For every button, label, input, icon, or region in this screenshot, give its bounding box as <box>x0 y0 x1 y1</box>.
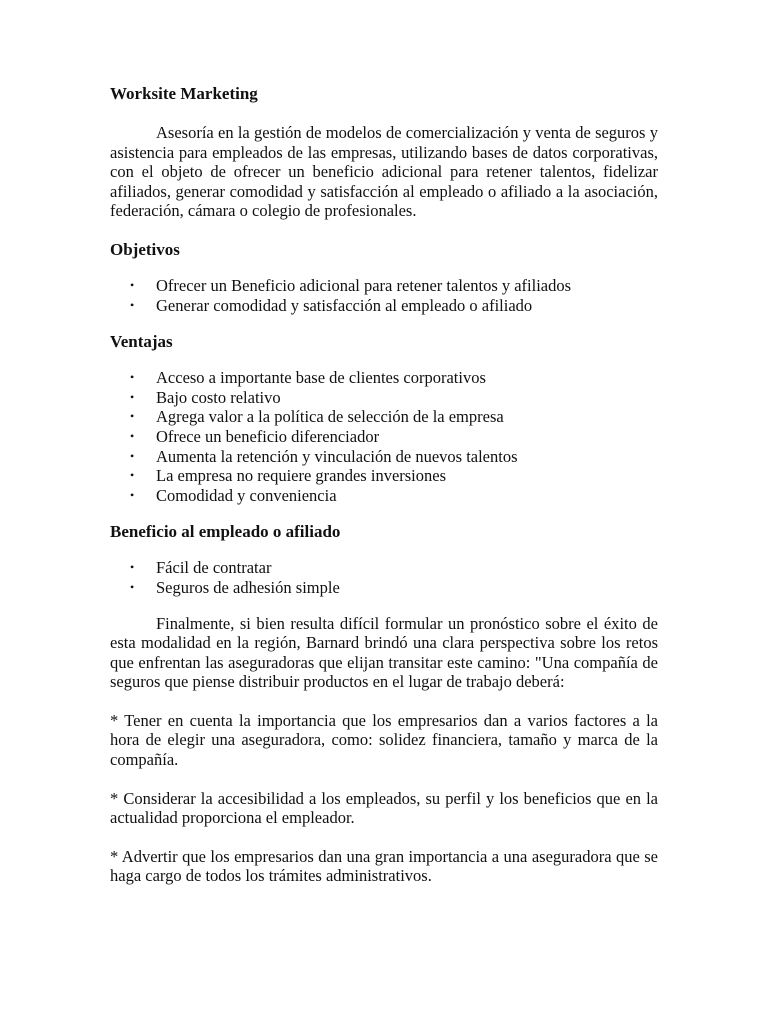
intro-paragraph: Asesoría en la gestión de modelos de comercialización y venta de seguros y asistencia para empleados de las empresas, utilizando bases de datos corporativas, con el objeto de ofrecer un beneficio adicional para retener talentos, fidelizar afiliados, generar comodidad y satisfacción al empleado o afiliado a la asociación, federación, cámara o colegio de profesionales. <box>110 123 658 221</box>
list-item-text: Fácil de contratar <box>156 558 272 578</box>
list-item-text: Ofrecer un Beneficio adicional para retener talentos y afiliados <box>156 275 572 295</box>
list-item-text: Comodidad y conveniencia <box>156 485 337 505</box>
point-paragraph: * Tener en cuenta la importancia que los empresarios dan a varios factores a la hora de elegir una aseguradora, como: solidez financiera, tamaño y marca de la compañía. <box>110 710 658 770</box>
point-paragraph: * Considerar la accesibilidad a los empleados, su perfil y los beneficios que en la actualidad proporciona el empleador. <box>110 788 658 828</box>
list-item <box>110 368 658 388</box>
bullet-icon: • <box>130 389 135 404</box>
list-item <box>110 466 658 486</box>
list-item-text: Seguros de adhesión simple <box>156 577 340 597</box>
beneficio-heading: Beneficio al empleado o afiliado <box>110 522 341 542</box>
bullet-icon: • <box>130 579 135 594</box>
bullet-icon: • <box>130 409 135 424</box>
ventajas-heading: Ventajas <box>110 332 173 352</box>
list-item <box>110 558 658 578</box>
objetivos-heading: Objetivos <box>110 239 180 259</box>
document-page <box>110 84 658 886</box>
list-item-text: Ofrece un beneficio diferenciador <box>156 426 380 446</box>
list-item-text: Acceso a importante base de clientes corporativos <box>156 368 486 388</box>
list-item <box>110 427 658 447</box>
list-item-text: Aumenta la retención y vinculación de nuevos talentos <box>156 446 518 466</box>
list-item-text: La empresa no requiere grandes inversiones <box>156 466 447 486</box>
list-item <box>110 486 658 506</box>
bullet-icon: • <box>130 428 135 443</box>
list-item <box>110 276 658 296</box>
ventajas-list <box>110 368 658 505</box>
list-item-text: Agrega valor a la política de selección de la empresa <box>156 407 504 427</box>
list-item <box>110 447 658 467</box>
beneficio-list <box>110 558 658 597</box>
list-item <box>110 407 658 427</box>
bullet-icon: • <box>130 370 135 385</box>
bullet-icon: • <box>130 560 135 575</box>
bullet-icon: • <box>130 448 135 463</box>
list-item <box>110 296 658 316</box>
objetivos-list <box>110 276 658 315</box>
bullet-icon: • <box>130 468 135 483</box>
bullet-icon: • <box>130 277 135 292</box>
list-item-text: Generar comodidad y satisfacción al empleado o afiliado <box>156 295 533 315</box>
point-paragraph: * Advertir que los empresarios dan una gran importancia a una aseguradora que se haga cargo de todos los trámites administrativos. <box>110 846 658 886</box>
bullet-icon: • <box>130 487 135 502</box>
list-item-text: Bajo costo relativo <box>156 387 281 407</box>
list-item <box>110 578 658 598</box>
bullet-icon: • <box>130 297 135 312</box>
closing-paragraph: Finalmente, si bien resulta difícil formular un pronóstico sobre el éxito de esta modalidad en la región, Barnard brindó una clara perspectiva sobre los retos que enfrentan las aseguradoras que elijan transitar este camino: "Una compañía de seguros que piense distribuir productos en el lugar de trabajo deberá: <box>110 613 658 692</box>
document-title: Worksite Marketing <box>110 84 258 103</box>
list-item <box>110 388 658 408</box>
